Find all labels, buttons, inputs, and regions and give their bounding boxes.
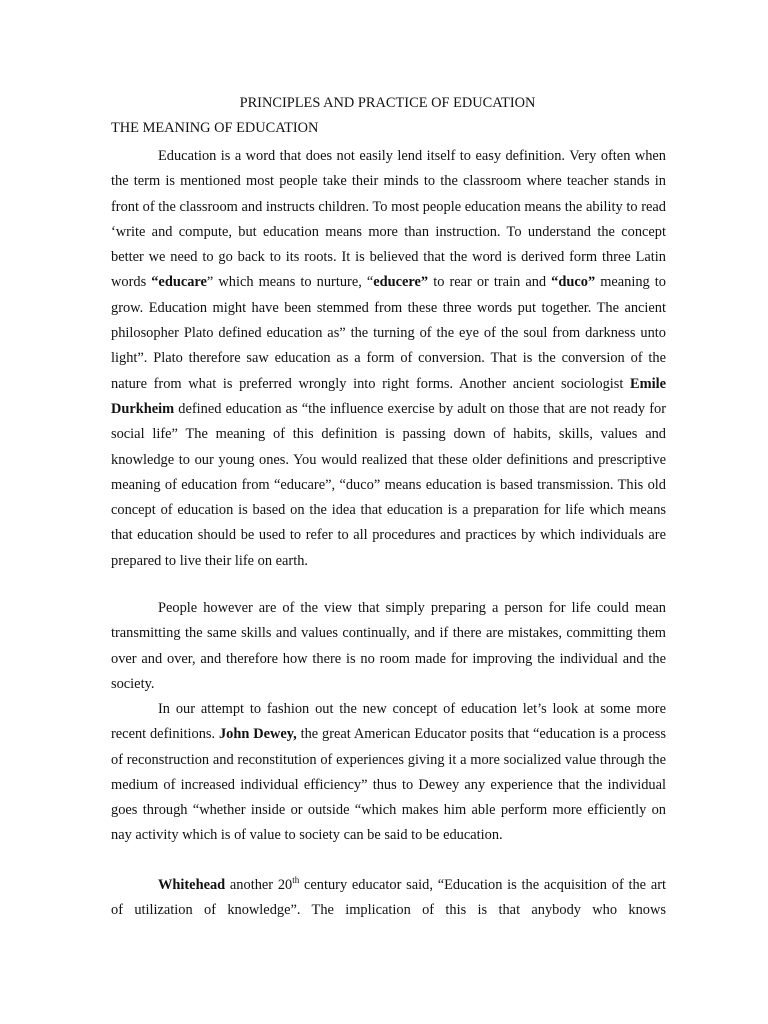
paragraph-4-text: another 20 bbox=[225, 877, 293, 893]
document-title: PRINCIPLES AND PRACTICE OF EDUCATION bbox=[239, 95, 536, 111]
term-duco: “duco” bbox=[551, 274, 596, 291]
paragraph-1-text: ” which means to nurture, “ bbox=[206, 274, 374, 291]
paragraph-1-text: to rear or train and bbox=[428, 274, 552, 291]
paragraph-1-text: Education is a word that does not easily lend itself to easy definition. Very often when the term is mentioned most people take their minds to the classroom where teacher stands in front of the classroom and instructs children. To most people education means the ability to read ‘write and compute, but education means more than instruction. To understand the concept better we need to go back to its roots. It is believed that the word is derived form three Latin words bbox=[111, 148, 666, 291]
term-educere: educere” bbox=[373, 274, 429, 291]
term-educare: “educare bbox=[151, 274, 207, 291]
name-whitehead: Whitehead bbox=[158, 877, 226, 893]
paragraph-4-text: century educator said, “Education is the acquisition of the art of utilization of knowledge”. The implication of this is that anybody who knows bbox=[111, 877, 666, 919]
ordinal-superscript: th bbox=[292, 875, 300, 885]
paragraph-2-text: People however are of the view that simply preparing a person for life could mean transmitting the same skills and values continually, and if there are mistakes, committing them over and over, and therefore how there is no room made for improving the individual and the society. bbox=[111, 600, 666, 692]
section-heading: THE MEANING OF EDUCATION bbox=[111, 120, 319, 136]
paragraph-2 bbox=[111, 596, 666, 697]
paragraph-3-text: the great American Educator posits that “education is a process of reconstruction and reconstitution of experiences giving it a more socialized value through the medium of increased individual efficiency” thus to Dewey any experience that the individual goes through “whether inside or outside “which makes him able perform more efficiently on nay activity which is of value to society can be said to be education. bbox=[111, 726, 666, 844]
paragraph-4 bbox=[111, 873, 666, 924]
paragraph-1 bbox=[111, 144, 666, 574]
name-john-dewey: John Dewey, bbox=[218, 726, 297, 743]
paragraph-3 bbox=[111, 697, 666, 849]
paragraph-1-text: defined education as “the influence exercise by adult on those that are not ready for social life” The meaning of this definition is passing down of habits, skills, values and knowledge to our young ones. You would realized that these older definitions and prescriptive meaning of education from “educare”, “duco” means education is based transmission. This old concept of education is based on the idea that education is a preparation for life which means that education should be used to refer to all procedures and practices by which individuals are prepared to live their life on earth. bbox=[111, 400, 666, 569]
paragraph-1-text: meaning to grow. Education might have been stemmed from these three words put together. The ancient philosopher Plato defined education as” the turning of the eye of the soul from darkness unto light”. Plato therefore saw education as a form of conversion. That is the conversion of the nature from what is preferred wrongly into right forms. Another ancient sociologist bbox=[111, 274, 666, 392]
paragraph-3-text: In our attempt to fashion out the new concept of education let’s look at some more recent definitions. bbox=[111, 701, 666, 743]
name-emile-durkheim: Emile Durkheim bbox=[111, 375, 666, 417]
